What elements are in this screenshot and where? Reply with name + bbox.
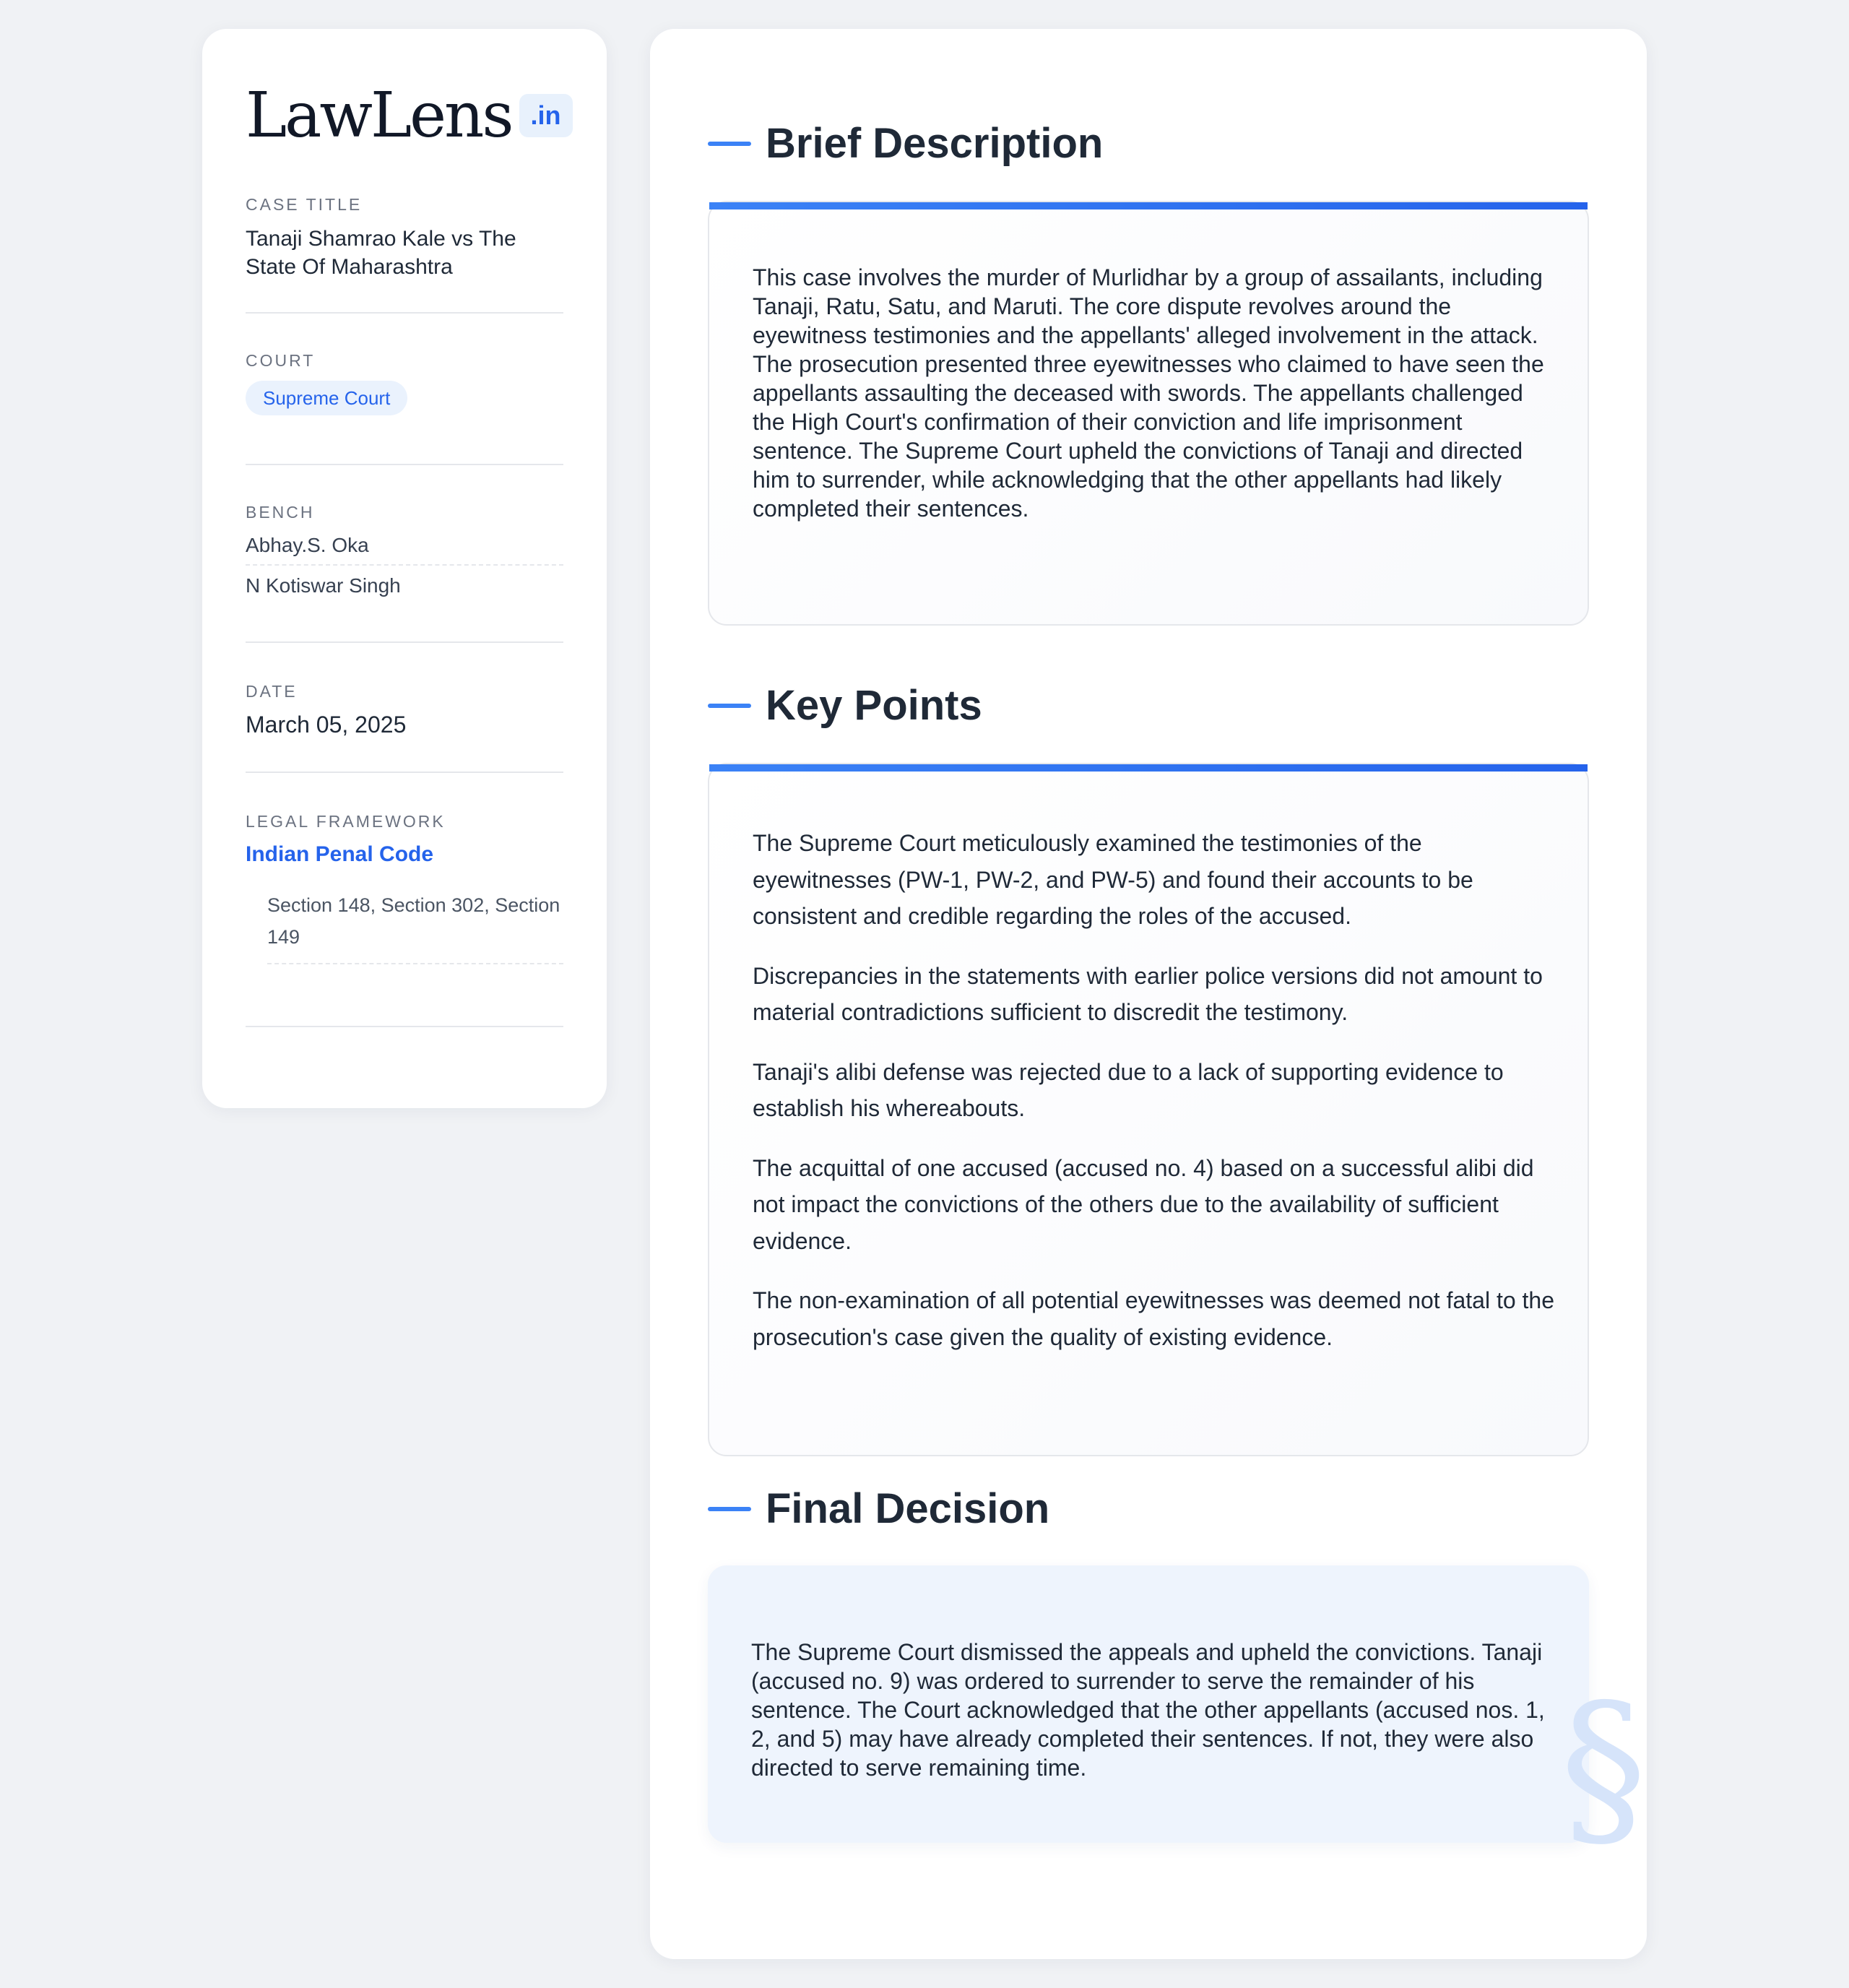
card-accent-bar [709, 764, 1588, 772]
court-label: COURT [246, 351, 316, 370]
card-accent-bar [709, 202, 1588, 209]
brief-description-heading [708, 120, 1104, 167]
bench-judge: Abhay.S. Oka [246, 532, 563, 566]
key-point-item: The non-examination of all potential eyewitnesses was deemed not fatal to the prosecution's case given the quality of existing evidence. [753, 1287, 1554, 1350]
logo-wordmark: LawLens [246, 79, 512, 152]
bench-field [246, 465, 563, 643]
date-label: DATE [246, 682, 298, 701]
case-summary-panel [650, 29, 1647, 1959]
final-decision-card [708, 1565, 1647, 1869]
key-points-heading [708, 682, 982, 729]
key-points-list [753, 825, 1554, 1378]
case-title-field [246, 196, 563, 314]
bench-label: BENCH [246, 503, 315, 522]
court-field [246, 314, 563, 465]
key-points-card [708, 763, 1589, 1456]
key-point-item: The Supreme Court meticulously examined the testimonies of the eyewitnesses (PW-1, PW-2, and PW-5) and found their accounts to be consistent and credible regarding the roles of the accused. [753, 830, 1473, 929]
case-title-value: Tanaji Shamrao Kale vs The State Of Maharashtra [246, 227, 516, 279]
heading-accent-bar [708, 704, 751, 708]
key-point-item: Discrepancies in the statements with earlier police versions did not amount to material contradictions sufficient to discredit the testimony. [753, 962, 1543, 1025]
key-point-item: Tanaji's alibi defense was rejected due to a lack of supporting evidence to establish his whereabouts. [753, 1058, 1504, 1121]
brief-description-text: This case involves the murder of Murlidhar by a group of assailants, including Tanaji, Ratu, Satu, and Maruti. The core dispute revolves around the eyewitness testimonies and the appellants' alleged involvement in the attack. The prosecution presented three eyewitnesses who claimed to have seen the appellants assaulting the deceased with swords. The appellants challenged the High Court's confirmation of their conviction and life imprisonment sentence. The Supreme Court upheld the convictions of Tanaji and directed him to surrender, while acknowledging that the other appellants had likely completed their sentences. [753, 264, 1544, 522]
heading-accent-bar [708, 142, 751, 146]
final-decision-title: Final Decision [766, 1485, 1050, 1532]
legal-framework-field [246, 773, 563, 1027]
section-symbol-icon: § [1560, 1667, 1647, 1869]
brief-description-card [708, 201, 1589, 626]
case-sidebar [202, 29, 607, 1108]
key-point-item: The acquittal of one accused (accused no. 4) based on a successful alibi did not impact the convictions of the others due to the availability of sufficient evidence. [753, 1154, 1534, 1254]
case-title-label: CASE TITLE [246, 195, 363, 214]
site-logo[interactable] [246, 79, 563, 152]
date-value: March 05, 2025 [246, 712, 407, 738]
date-field [246, 643, 563, 773]
heading-accent-bar [708, 1507, 751, 1511]
logo-tld-badge: .in [519, 94, 573, 137]
court-badge: Supreme Court [246, 381, 407, 415]
final-decision-heading [708, 1485, 1050, 1532]
bench-judge: N Kotiswar Singh [246, 574, 401, 597]
legal-framework-sections: Section 148, Section 302, Section 149 [267, 889, 563, 964]
legal-framework-label: LEGAL FRAMEWORK [246, 812, 446, 831]
final-decision-text: The Supreme Court dismissed the appeals and upheld the convictions. Tanaji (accused no. 9) was ordered to surrender to serve the remainder of his sentence. The Court acknowledged that the other appellants (accused nos. 1, 2, and 5) may have already completed their sentences. If not, they were also directed to serve remaining time. [751, 1639, 1545, 1781]
key-points-title: Key Points [766, 682, 982, 729]
brief-description-title: Brief Description [766, 120, 1104, 167]
legal-framework-act-link[interactable]: Indian Penal Code [246, 842, 434, 866]
